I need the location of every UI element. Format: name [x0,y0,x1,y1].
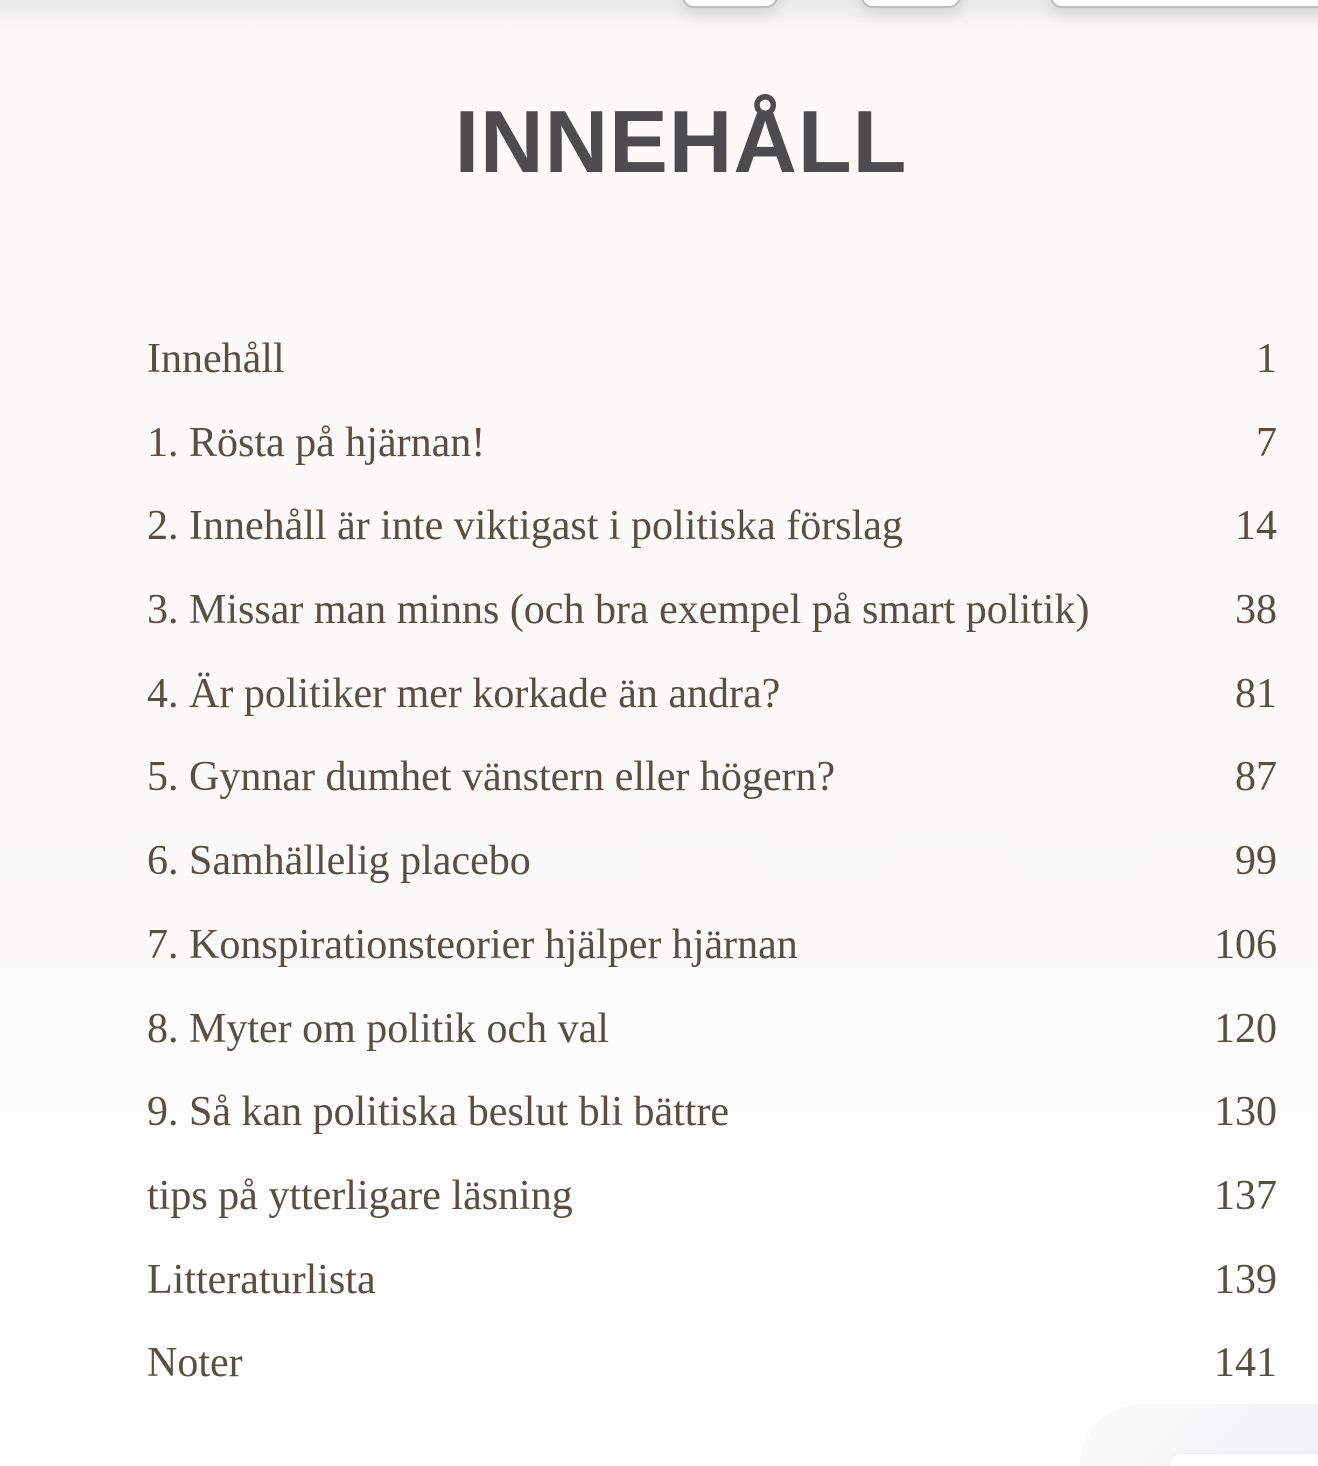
toc-entry-label: 6. Samhällelig placebo [147,838,531,885]
toc-row-innehall[interactable] [147,334,1277,418]
toc-row-chapter-2[interactable] [147,501,1277,585]
toc-entry-label: 4. Är politiker mer korkade än andra? [147,670,781,717]
toc-entry-label: Noter [147,1340,243,1387]
toc-entry-page: 141 [1214,1340,1277,1387]
toc-row-chapter-4[interactable] [147,669,1277,753]
toc-entry-page: 87 [1235,754,1277,801]
toc-entry-page: 1 [1256,336,1277,382]
toc-entry-page: 7 [1256,419,1277,466]
toc-entry-page: 120 [1214,1005,1277,1052]
toc-entry-page: 81 [1235,670,1277,717]
toc-entry-page: 106 [1214,921,1277,968]
toc-entry-label: 3. Missar man minns (och bra exempel på smart politik) [147,587,1090,634]
toolbar-button-middle[interactable] [861,0,961,8]
toolbar-button-right[interactable] [1050,0,1318,8]
toc-entry-page: 139 [1214,1256,1277,1303]
toc-row-chapter-9[interactable] [147,1087,1277,1171]
toc-row-chapter-3[interactable] [147,585,1277,669]
bottom-right-card-corner [1080,1404,1318,1466]
toc-entry-page: 14 [1235,503,1277,550]
toc-entry-label: 5. Gynnar dumhet vänstern eller högern? [147,754,836,801]
toolbar-button-left[interactable] [682,0,778,8]
toc-entry-page: 137 [1214,1172,1277,1219]
toc-entry-label: 2. Innehåll är inte viktigast i politiska förslag [147,503,903,550]
toc-row-chapter-8[interactable] [147,1004,1277,1088]
toc-entry-label: 7. Konspirationsteorier hjälper hjärnan [147,921,798,968]
toc-entry-page: 130 [1214,1089,1277,1136]
toc-entry-label: 8. Myter om politik och val [147,1005,609,1052]
toc-entry-label: Litteraturlista [147,1256,376,1303]
toc-row-chapter-6[interactable] [147,836,1277,920]
page-title: INNEHÅLL [454,92,908,191]
toc-entry-label: 1. Rösta på hjärnan! [147,419,486,466]
toc-entry-label: tips på ytterligare läsning [147,1172,573,1219]
toc-entry-label: 9. Så kan politiska beslut bli bättre [147,1089,730,1136]
toc-entry-page: 99 [1235,838,1277,885]
toc-list [147,334,1277,1422]
toc-row-chapter-7[interactable] [147,920,1277,1004]
toc-row-litteraturlista[interactable] [147,1255,1277,1339]
toc-entry-label: Innehåll [147,336,285,382]
toc-entry-page: 38 [1235,587,1277,634]
toc-row-chapter-1[interactable] [147,418,1277,502]
toc-row-noter[interactable] [147,1338,1277,1422]
bottom-right-card-edge[interactable] [1170,1454,1318,1466]
toc-row-tips[interactable] [147,1171,1277,1255]
toc-row-chapter-5[interactable] [147,752,1277,836]
